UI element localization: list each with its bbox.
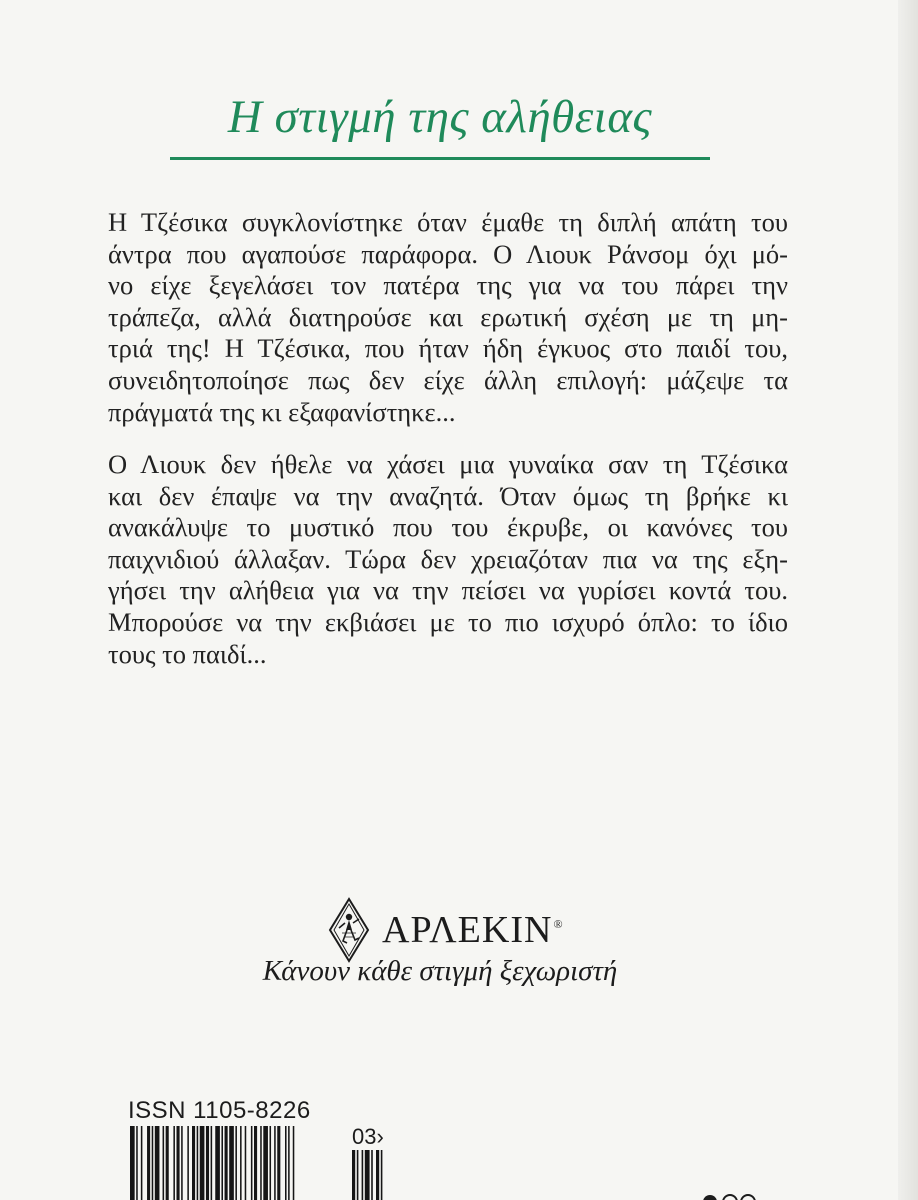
blurb-line: πράγματά της κι εξαφανίστηκε... <box>108 396 456 427</box>
barcode-chevron-icon: › <box>376 1124 384 1149</box>
barcode-bar <box>240 1126 242 1200</box>
barcode-bar <box>136 1126 138 1200</box>
barcode-bar <box>225 1126 228 1200</box>
barcode-bar <box>229 1126 234 1200</box>
barcode-bar <box>192 1126 195 1200</box>
registered-mark: ® <box>553 917 564 932</box>
barcode-bar <box>197 1126 199 1200</box>
barcode-bar <box>235 1126 237 1200</box>
barcode-bar <box>260 1126 262 1200</box>
barcode-bar <box>263 1126 268 1200</box>
publisher-name: ΑΡΛΕΚΙΝ® <box>382 909 564 951</box>
barcode-bar <box>251 1126 253 1200</box>
title-underline <box>170 157 710 160</box>
barcode-bar <box>130 1126 135 1200</box>
barcode-addon-digits: 03› <box>352 1124 384 1149</box>
barcode-bar <box>152 1126 154 1200</box>
blurb-line: και δεν έπαψε να την αναζητά. Όταν όμως τη βρήκε κι <box>108 480 788 511</box>
barcode-bar <box>200 1126 205 1200</box>
publisher-tagline: Κάνουν κάθε στιγμή ξεχωριστή <box>262 955 618 987</box>
barcode-bar <box>166 1126 169 1200</box>
blurb-line: γήσει την αλήθεια για να την πείσει να γυρίσει κοντά του. <box>108 575 788 606</box>
blurb-paragraph-1 <box>108 207 788 428</box>
barcode-bar <box>187 1126 189 1200</box>
barcode-bar <box>215 1126 220 1200</box>
barcode-bar <box>254 1126 257 1200</box>
barcode-addon-bar <box>365 1150 370 1200</box>
barcode-addon-bar <box>352 1150 355 1200</box>
barcode-bar <box>285 1126 287 1200</box>
barcode-bar <box>147 1126 150 1200</box>
blurb-line: τριά της! Η Τζέσικα, που ήταν ήδη έγκυος στο παιδί του, <box>108 333 788 364</box>
barcode-bar <box>177 1126 180 1200</box>
barcode-addon-bar <box>371 1150 373 1200</box>
harlequin-diamond-emblem-icon <box>328 897 370 963</box>
barcode-bar <box>274 1126 276 1200</box>
barcode-bar <box>173 1126 175 1200</box>
blurb-line: τους το παιδί... <box>108 638 267 669</box>
blurb-line: Μπορούσε να την εκβιάσει με το πιο ισχυρό όπλο: το ίδιο <box>108 606 788 637</box>
blurb-line: Ο Λιουκ δεν ήθελε να χάσει μια γυναίκα σαν τη Τζέσικα <box>108 449 788 479</box>
barcode-bar <box>270 1126 272 1200</box>
barcode-bar <box>163 1126 165 1200</box>
page-edge <box>898 0 918 1200</box>
barcode-bar <box>206 1126 209 1200</box>
barcode-bar <box>141 1126 143 1200</box>
blurb-line: άντρα που αγαπούσε παράφορα. Ο Λιουκ Ράνσομ όχι μό- <box>108 238 788 269</box>
barcode-bar <box>221 1126 223 1200</box>
barcode-bar <box>155 1126 160 1200</box>
blurb-line: Η Τζέσικα συγκλονίστηκε όταν έμαθε τη διπλή απάτη του <box>108 207 788 237</box>
blurb-line: νο είχε ξεγελάσει τον πατέρα της για να του πάρει την <box>108 270 788 301</box>
barcode-addon-bar <box>357 1150 359 1200</box>
price-label-fragment <box>702 1190 762 1200</box>
book-title: Η στιγμή της αλήθειας <box>227 91 653 143</box>
barcode-bar <box>211 1126 213 1200</box>
barcode-bar <box>181 1126 183 1200</box>
blurb-paragraph-2 <box>108 449 788 670</box>
blurb-line: συνειδητοποίησε πως δεν είχε άλλη επιλογή: μάζεψε τα <box>108 364 788 395</box>
barcode-addon-bar <box>376 1150 379 1200</box>
blurb-line: ανακάλυψε το μυστικό που του έκρυβε, οι κανόνες του <box>108 512 788 543</box>
blurb-line: παιχνιδιού άλλαξαν. Τώρα δεν χρειαζόταν πια να της εξη- <box>108 543 788 574</box>
barcode <box>128 1126 448 1200</box>
barcode-addon-bar <box>381 1150 383 1200</box>
issn-number: ISSN 1105-8226 <box>128 1097 311 1124</box>
barcode-bar <box>277 1126 280 1200</box>
barcode-addon-bar <box>362 1150 364 1200</box>
blurb-line: τράπεζα, αλλά διατηρούσε και ερωτική σχέση με τη μη- <box>108 301 788 332</box>
barcode-bar <box>293 1126 295 1200</box>
barcode-bar <box>288 1126 290 1200</box>
barcode-bar <box>245 1126 247 1200</box>
